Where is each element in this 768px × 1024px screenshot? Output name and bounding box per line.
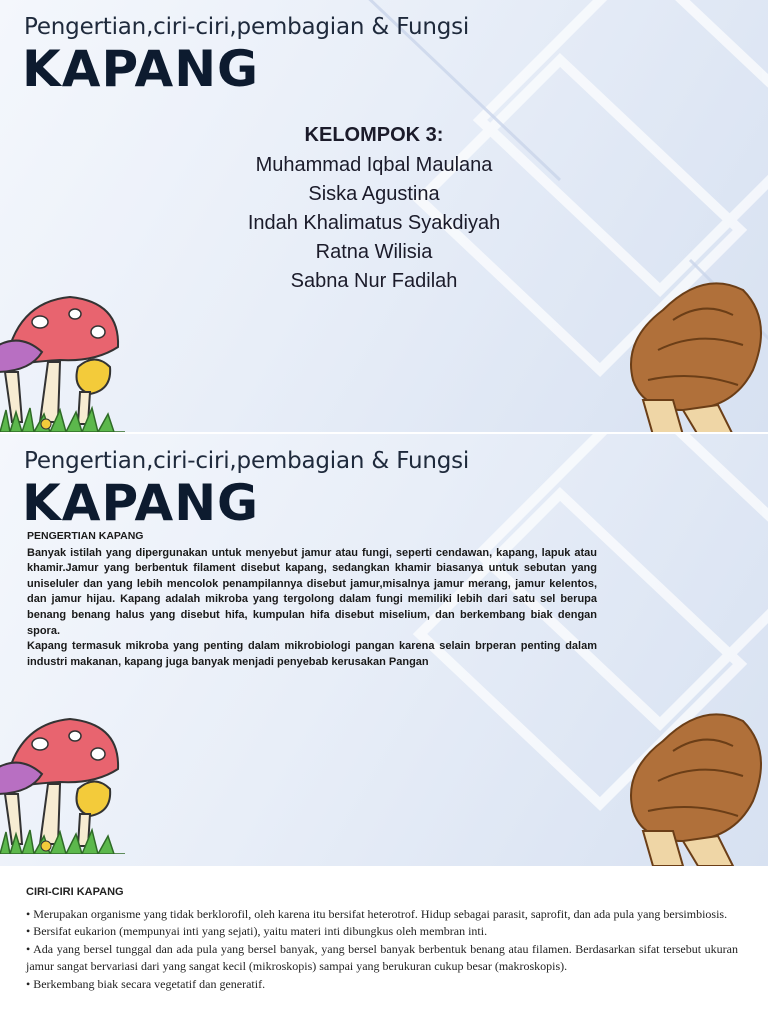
slide-subtitle: Pengertian,ciri-ciri,pembagian & Fungsi: [24, 14, 470, 40]
pengertian-text-block: [27, 529, 597, 670]
brown-mushrooms-illustration: [603, 691, 768, 866]
slide-ciri-ciri: [0, 868, 768, 1024]
brown-mushrooms-illustration: [603, 260, 768, 432]
bullet-item: • Ada yang bersel tunggal dan ada pula yang bersel banyak, yang bersel banyak berbentuk benang atau filamen. Berdasarkan sifat tersebut ukuran jamur sangat bervariasi dari yang sangat kecil (mikroskopis) sampai yang berukuran cukup besar (makroskopis).: [26, 941, 738, 973]
slide-pengertian: [0, 434, 768, 866]
member-name: Ratna Wilisia: [315, 241, 433, 263]
member-name: Muhammad Iqbal Maulana: [255, 154, 493, 176]
member-name: Indah Khalimatus Syakdiyah: [247, 212, 501, 234]
bullet-item: • Merupakan organisme yang tidak berklorofil, oleh karena itu bersifat heterotrof. Hidup sebagai parasit, saprofit, dan ada pula yang bersimbiosis.: [26, 906, 728, 921]
slide-title-text: KAPANG: [22, 474, 260, 532]
bullet-item: • Bersifat eukarion (mempunyai inti yang sejati), yaitu materi inti dibungkus oleh membran inti.: [26, 924, 488, 938]
slide-subtitle: Pengertian,ciri-ciri,pembagian & Fungsi: [24, 448, 470, 474]
colorful-mushrooms-illustration: [0, 714, 125, 854]
member-name: Siska Agustina: [308, 183, 440, 205]
colorful-mushrooms-illustration: [0, 292, 125, 432]
ciri-ciri-text-block: [26, 884, 738, 993]
paragraph: Banyak istilah yang dipergunakan untuk menyebut jamur atau fungi, seperti cendawan, kapang, lapuk atau khamir.Jamur yang berbentuk filament disebut kapang, sedangkan khamir biasanya untuk sebutan yang uniseluler dan yang lebih mencolok penampilannya disebut jamur,misalnya jamur merang, jamur kelentos, dan jamur hijau. Kapang adalah mikroba yang tergolong dalam fungi memiliki lebih dari satu sel berupa benang benang halus yang disebut hifa, kumpulan hifa disebut miselium, dan berkembang biak dengan spora.: [27, 546, 597, 637]
paragraph: Kapang termasuk mikroba yang penting dalam mikrobiologi pangan karena selain brperan penting dalam industri makanan, kapang juga banyak menjadi penyebab kerusakan Pangan: [27, 640, 597, 668]
slide-title-text: KAPANG: [22, 40, 260, 98]
section-heading: CIRI-CIRI KAPANG: [26, 886, 124, 898]
bullet-item: • Berkembang biak secara vegetatif dan generatif.: [26, 976, 266, 991]
slide-title: [0, 0, 768, 432]
member-name: Sabna Nur Fadilah: [290, 270, 458, 292]
group-heading: KELOMPOK 3:: [304, 124, 444, 146]
section-heading: PENGERTIAN KAPANG: [27, 530, 144, 542]
